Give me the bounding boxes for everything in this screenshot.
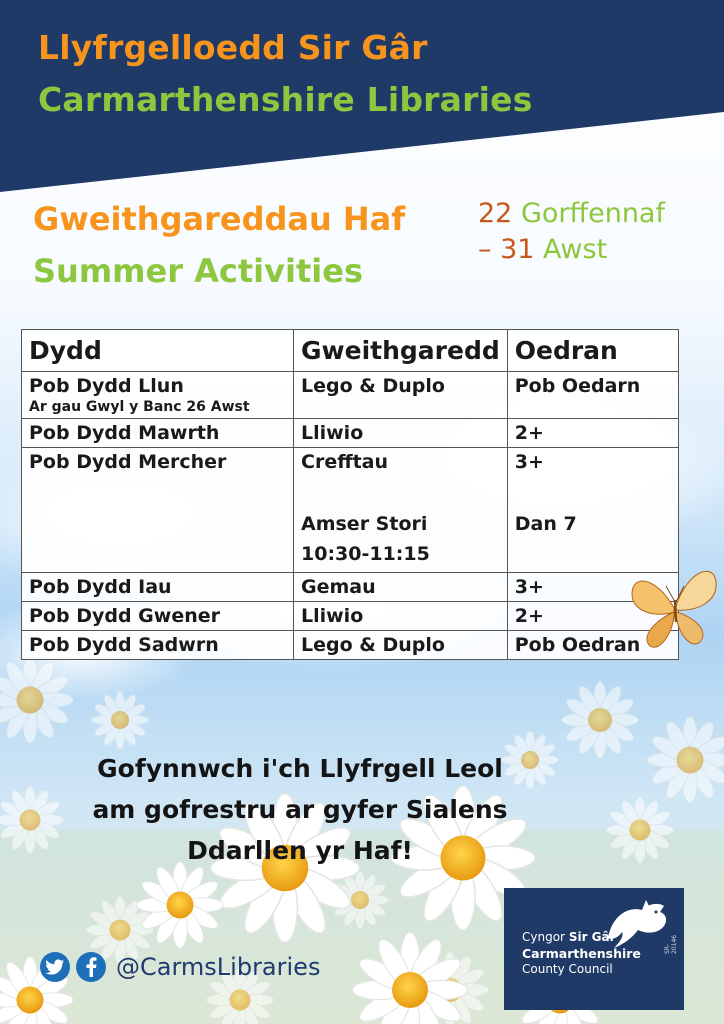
date-range-end [478,234,607,265]
activities-title-english: Summer Activities [33,252,363,290]
table-row [22,631,679,660]
age-text-2: Dan 7 [514,513,577,535]
council-subtitle: County Council [522,962,613,976]
column-header-activity: Gweithgaredd [294,330,508,372]
day-cell: Pob Dydd Gwener [22,602,294,631]
activity-cell: Gemau [294,573,508,602]
date-start-day: 22 [478,198,513,229]
date-end-month: Awst [543,234,608,265]
social-handle[interactable]: @CarmsLibraries [116,953,321,981]
activity-text-2: Amser Stori [301,513,428,535]
butterfly-icon [626,556,722,652]
column-header-day: Dydd [22,330,294,372]
age-cell: 3+ [507,573,678,602]
day-cell: Pob Dydd Sadwrn [22,631,294,660]
column-header-age: Oedran [507,330,678,372]
activity-cell: Lego & Duplo [294,372,508,419]
table-row [22,573,679,602]
date-end-day: – 31 [478,234,535,265]
summer-reading-message [40,748,560,871]
age-cell: 2+ [507,419,678,448]
facebook-icon[interactable] [76,952,106,982]
library-title-english: Carmarthenshire Libraries [38,80,533,119]
council-logo [504,888,684,1010]
message-line: Ddarllen yr Haf! [187,836,413,865]
day-cell: Pob Dydd Mawrth [22,419,294,448]
document-code: SR-20146 [664,934,678,954]
day-cell [22,372,294,419]
age-cell: Pob Oedarn [507,372,678,419]
council-prefix: Cyngor [522,930,565,944]
age-text: 3+ [514,451,544,473]
day-text: Pob Dydd Llun [29,375,184,397]
table-row [22,419,679,448]
activity-cell [294,448,508,573]
council-name-welsh [522,930,616,944]
library-title-welsh: Llyfrgelloedd Sir Gâr [38,28,428,67]
age-cell [507,448,678,573]
age-cell: 2+ [507,602,678,631]
activity-cell: Lliwio [294,602,508,631]
table-row [22,448,679,573]
activity-time: 10:30-11:15 [301,543,430,565]
activity-cell: Lego & Duplo [294,631,508,660]
twitter-icon[interactable] [40,952,70,982]
table-row [22,372,679,419]
activities-title-welsh: Gweithgareddau Haf [33,200,406,238]
table-row [22,602,679,631]
message-line: Gofynnwch i'ch Llyfrgell Leol [97,754,503,783]
message-line: am gofrestru ar gyfer Sialens [92,795,508,824]
day-note: Ar gau Gwyl y Banc 26 Awst [29,399,250,415]
date-range-start [478,198,665,229]
social-links [40,952,320,982]
age-cell: Pob Oedran [507,631,678,660]
date-start-month: Gorffennaf [520,198,665,229]
activity-text: Crefftau [301,451,389,473]
day-cell: Pob Dydd Iau [22,573,294,602]
council-name-english: Carmarthenshire [522,946,641,961]
council-name-bold: Sir Gâr [568,930,616,944]
schedule-table [21,329,679,660]
table-header-row [22,330,679,372]
day-cell: Pob Dydd Mercher [22,448,294,573]
activity-cell: Lliwio [294,419,508,448]
